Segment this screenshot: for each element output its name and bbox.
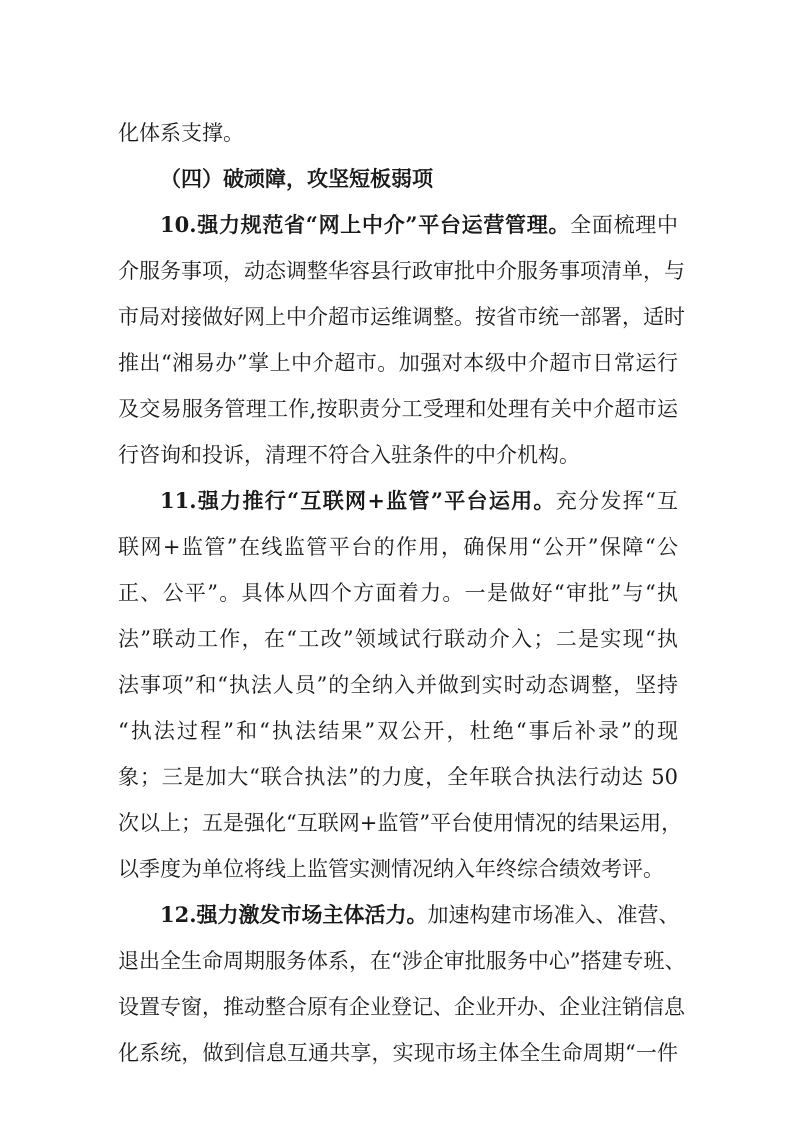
paragraph-line: 退出全生命周期服务体系，在“涉企审批服务中心”搭建专班、	[118, 949, 686, 973]
paragraph-line: 行咨询和投诉，清理不符合入驻条件的中介机构。	[118, 443, 580, 467]
paragraph-line: 市局对接做好网上中介超市运维调整。按省市统一部署，适时	[118, 305, 685, 329]
paragraph-line: 象；三是加大“联合执法”的力度，全年联合执法行动达 50	[118, 765, 678, 789]
paragraph-line: 化系统，做到信息互通共享，实现市场主体全生命周期“一件	[118, 1041, 678, 1065]
paragraph-line: 联网+监管”在线监管平台的作用，确保用“公开”保障“公	[118, 535, 678, 559]
paragraph-line: 法”联动工作，在“工改”领域试行联动介入；二是实现“执	[118, 627, 678, 651]
item-heading: 11.强力推行“互联网+监管”平台运用。	[160, 488, 556, 513]
section-heading: （四）破顽障，攻坚短板弱项	[160, 166, 433, 191]
paragraph-line: 10.强力规范省“网上中介”平台运营管理。全面梳理中	[160, 212, 678, 237]
paragraph-line: 设置专窗，推动整合原有企业登记、企业开办、企业注销信息	[118, 995, 685, 1019]
paragraph-line: 12.强力激发市场主体活力。加速构建市场准入、准营、	[160, 902, 680, 927]
paragraph-line: 及交易服务管理工作,按职责分工受理和处理有关中介超市运	[118, 397, 678, 421]
paragraph-line: 法事项”和“执法人员”的全纳入并做到实时动态调整，坚持	[118, 673, 678, 697]
paragraph-line: 正、公平”。具体从四个方面着力。一是做好“审批”与“执	[118, 581, 678, 605]
paragraph-line: “执法过程”和“执法结果”双公开，杜绝“事后补录”的现	[118, 719, 678, 743]
item-heading: 12.强力激发市场主体活力。	[160, 902, 428, 927]
paragraph-line: 介服务事项，动态调整华容县行政审批中介服务事项清单，与	[118, 259, 685, 283]
paragraph-line: 11.强力推行“互联网+监管”平台运用。充分发挥“互	[160, 488, 678, 513]
paragraph-line: 化体系支撑。	[118, 121, 244, 145]
item-heading: 10.强力规范省“网上中介”平台运营管理。	[160, 212, 571, 237]
paragraph-line: 以季度为单位将线上监管实测情况纳入年终综合绩效考评。	[118, 857, 664, 881]
paragraph-line: 次以上；五是强化“互联网+监管”平台使用情况的结果运用，	[118, 811, 683, 835]
paragraph-line: 推出“湘易办”掌上中介超市。加强对本级中介超市日常运行	[118, 351, 678, 375]
